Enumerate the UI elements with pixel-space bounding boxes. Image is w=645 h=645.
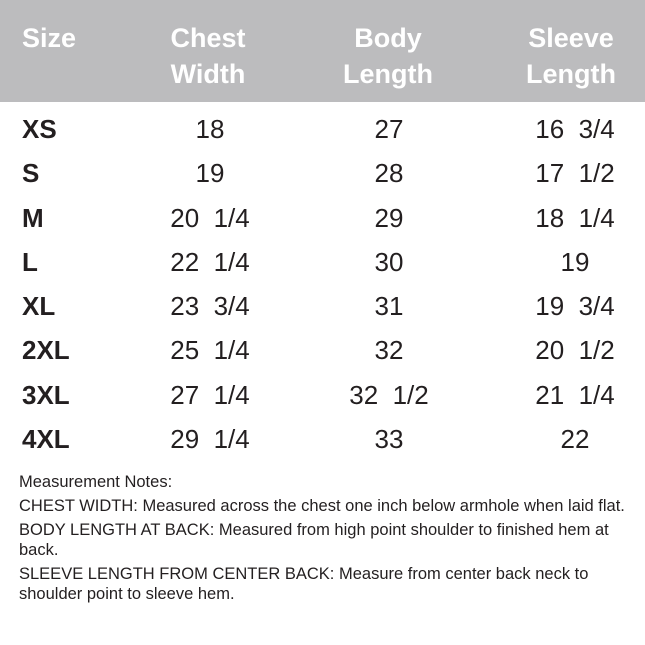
header-sleeve-line1: Sleeve [528, 23, 614, 53]
note-sleeve-length [19, 564, 634, 604]
notes-title: Measurement Notes: [19, 473, 173, 491]
table-body [0, 107, 645, 461]
cell-body-length: 31 [374, 291, 404, 322]
table-row [0, 417, 645, 461]
table-row [0, 151, 645, 195]
cell-chest-width: 22 1/4 [170, 246, 250, 277]
note-text: Measured from high point shoulder to finished hem at back. [19, 521, 609, 559]
cell-body-length: 30 [374, 246, 404, 277]
cell-chest-width: 23 3/4 [170, 291, 250, 322]
cell-body-length: 32 1/2 [349, 379, 429, 410]
note-term: CHEST WIDTH: [19, 497, 138, 515]
header-body-length [325, 20, 451, 92]
note-term: BODY LENGTH AT BACK: [19, 521, 215, 539]
cell-size: S [22, 158, 40, 189]
cell-chest-width: 20 1/4 [170, 202, 250, 233]
cell-chest-width: 19 [195, 158, 225, 189]
cell-size: 2XL [22, 335, 70, 366]
note-chest-width [19, 496, 634, 516]
cell-body-length: 29 [374, 202, 404, 233]
note-body-length [19, 520, 634, 560]
cell-chest-width: 27 1/4 [170, 379, 250, 410]
cell-size: 4XL [22, 424, 70, 455]
header-size [22, 20, 76, 56]
cell-body-length: 33 [374, 424, 404, 455]
cell-chest-width: 29 1/4 [170, 424, 250, 455]
header-chest-width [145, 20, 271, 92]
table-row [0, 328, 645, 372]
note-text: Measure from center back neck to shoulder point to sleeve hem. [19, 565, 589, 603]
cell-size: 3XL [22, 379, 70, 410]
cell-body-length: 27 [374, 114, 404, 144]
cell-sleeve-length: 16 3/4 [535, 114, 615, 144]
table-row [0, 240, 645, 284]
table-row [0, 284, 645, 328]
cell-sleeve-length: 17 1/2 [535, 158, 615, 189]
header-body-line1: Body [354, 23, 422, 53]
header-chest-line2: Width [170, 59, 246, 89]
cell-chest-width: 18 [195, 114, 225, 144]
note-text: Measured across the chest one inch below armhole when laid flat. [137, 497, 625, 515]
cell-sleeve-length: 18 1/4 [535, 202, 615, 233]
cell-sleeve-length: 19 [560, 246, 590, 277]
cell-sleeve-length: 20 1/2 [535, 335, 615, 366]
cell-sleeve-length: 22 [560, 424, 590, 455]
header-size-label: Size [22, 23, 77, 53]
cell-body-length: 32 [374, 335, 404, 366]
table-row [0, 196, 645, 240]
cell-size: M [22, 202, 44, 233]
cell-sleeve-length: 19 3/4 [535, 291, 615, 322]
cell-size: L [22, 246, 38, 277]
table-row [0, 107, 645, 151]
table-header [0, 0, 645, 102]
header-chest-line1: Chest [170, 23, 246, 53]
cell-size: XS [22, 114, 57, 144]
cell-body-length: 28 [374, 158, 404, 189]
header-body-line2: Length [343, 59, 433, 89]
measurement-notes [19, 472, 634, 608]
cell-sleeve-length: 21 1/4 [535, 379, 615, 410]
header-sleeve-length [508, 20, 634, 92]
table-row [0, 373, 645, 417]
note-term: SLEEVE LENGTH FROM CENTER BACK: [19, 565, 335, 583]
header-sleeve-line2: Length [526, 59, 616, 89]
cell-chest-width: 25 1/4 [170, 335, 250, 366]
cell-size: XL [22, 291, 56, 322]
